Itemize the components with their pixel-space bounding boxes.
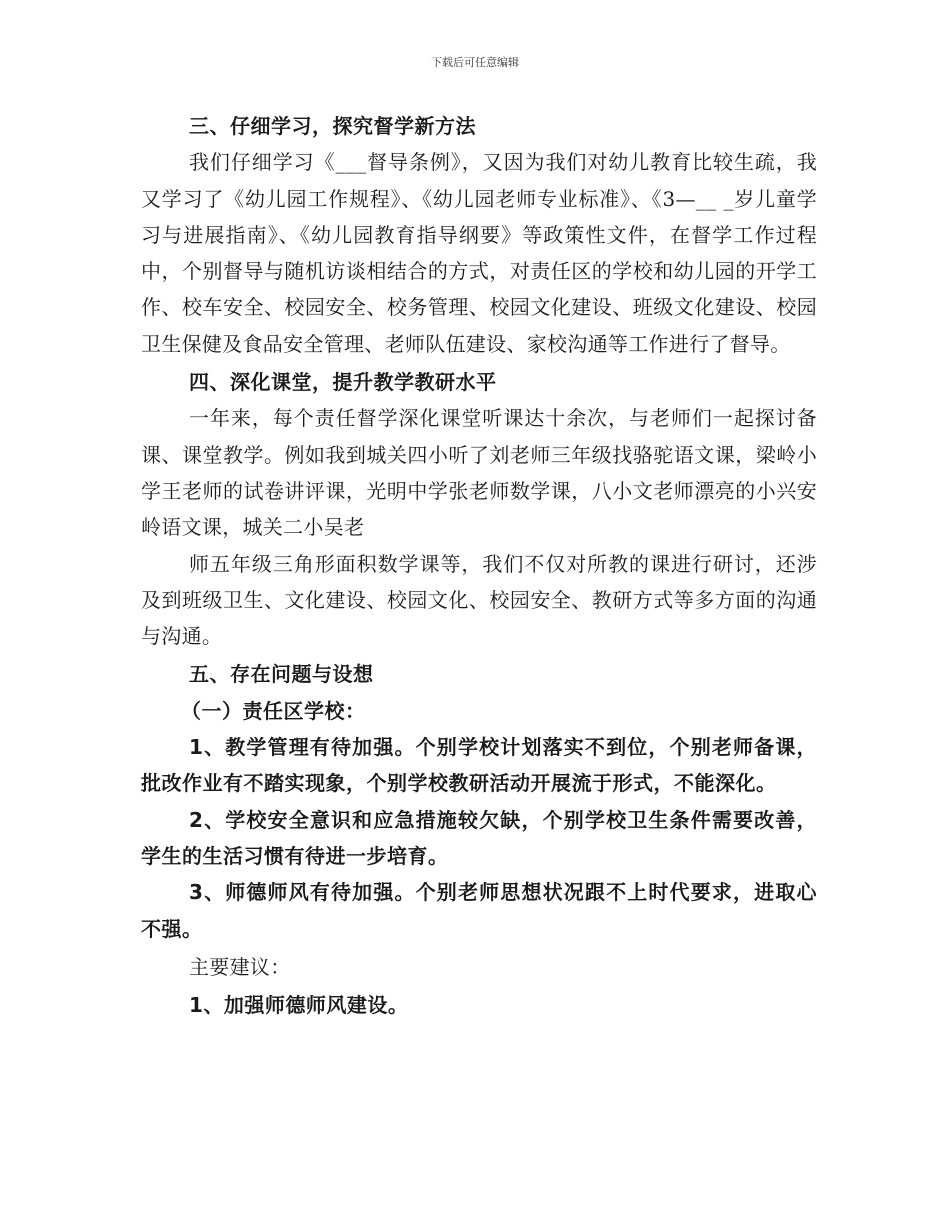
problem-item-3: 3、师德师风有待加强。个别老师思想状况跟不上时代要求，进取心不强。 bbox=[141, 880, 817, 941]
document-body bbox=[141, 108, 817, 1023]
section-4-paragraph-2: 师五年级三角形面积数学课等，我们不仅对所教的课进行研讨，还涉及到班级卫生、文化建设、校园文化、校园安全、教研方式等多方面的沟通与沟通。 bbox=[141, 551, 817, 649]
suggestions-label: 主要建议： bbox=[189, 954, 291, 979]
section-3-paragraph: 我们仔细学习《___督导条例》，又因为我们对幼儿教育比较生疏，我又学习了《幼儿园工作规程》、《幼儿园老师专业标准》、《3—__ _岁儿童学习与进展指南》、《幼儿园教育指导纲要》等政策性文件，在督学工作过程中，个别督导与随机访谈相结合的方式，对责任区的学校和幼儿园的开学工作、校车安全、校园安全、校务管理、校园文化建设、班级文化建设、校园卫生保健及食品安全管理、老师队伍建设、家校沟通等工作进行了督导。 bbox=[141, 150, 817, 356]
suggestion-item-1: 1、加强师德师风建设。 bbox=[189, 993, 409, 1018]
section-5-subtitle: （一）责任区学校： bbox=[181, 698, 366, 723]
section-4-paragraph-1: 一年来，每个责任督学深化课堂听课达十余次，与老师们一起探讨备课、课堂教学。例如我到城关四小听了刘老师三年级找骆驼语文课，梁岭小学王老师的试卷讲评课，光明中学张老师数学课，八小文老师漂亮的小兴安岭语文课，城关二小吴老 bbox=[141, 406, 817, 540]
problem-item-2: 2、学校安全意识和应急措施较欠缺，个别学校卫生条件需要改善，学生的生活习惯有待进一步培育。 bbox=[141, 807, 817, 868]
page-header: 下载后可任意编辑 bbox=[431, 56, 519, 69]
problem-item-1: 1、教学管理有待加强。个别学校计划落实不到位，个别老师备课，批改作业有不踏实现象，个别学校教研活动开展流于形式，不能深化。 bbox=[141, 735, 817, 796]
section-5-title: 五、存在问题与设想 bbox=[189, 662, 374, 687]
section-4-title: 四、深化课堂，提升教学教研水平 bbox=[189, 370, 497, 395]
section-3-title: 三、仔细学习，探究督学新方法 bbox=[189, 114, 476, 138]
